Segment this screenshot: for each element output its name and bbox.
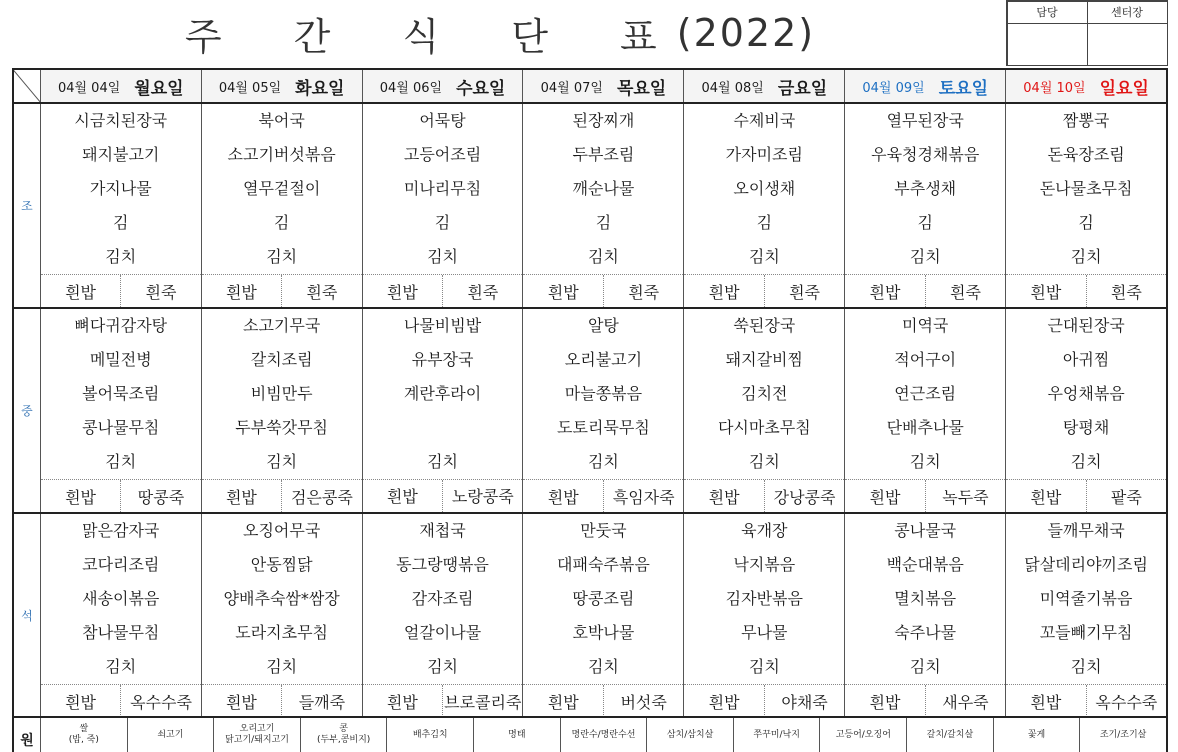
origin-cell [301, 718, 388, 752]
origin-cell [561, 718, 648, 752]
dish-item: 탕평채 [1062, 418, 1110, 437]
dish-item: 적어구이 [894, 350, 957, 369]
dish-item: 유부장국 [411, 350, 474, 369]
dish-item: 숙주나물 [894, 623, 957, 642]
dish-item: 뼈다귀감자탕 [74, 316, 168, 335]
day-date: 04월 05일 [218, 80, 282, 96]
dish-item [363, 411, 523, 445]
dish-item: 북어국 [258, 111, 305, 130]
dish-item: 나물비빔밥 [403, 316, 482, 335]
origin-cell [128, 718, 215, 752]
dish-item: 연근조림 [894, 384, 957, 403]
origin-cell [734, 718, 821, 752]
dish-item: 짬뽕국 [1062, 111, 1110, 130]
origin-text [69, 724, 99, 746]
dish-item: 백순대볶음 [886, 555, 964, 574]
day-header-cell [202, 70, 363, 102]
dish-item: 갈치조림 [250, 350, 313, 369]
rice-porridge-row [363, 479, 523, 513]
approval-stamp-director [1087, 23, 1168, 66]
dish-item: 가지나물 [89, 179, 152, 198]
menu-cell [41, 309, 202, 512]
porridge-item: 녹두죽 [942, 487, 989, 507]
approval-label-manager: 담당 [1007, 1, 1088, 24]
dish-item: 콩나물국 [894, 521, 957, 540]
dish-item: 참나물무침 [82, 623, 160, 642]
day-date: 04월 08일 [701, 80, 764, 96]
origin-line: 쭈꾸미/낙지 [753, 729, 800, 740]
porridge-item: 흰죽 [145, 282, 177, 302]
menu-cell [1006, 514, 1166, 717]
dish-item: 들깨무채국 [1047, 521, 1125, 540]
dish-item: 소고기버섯볶음 [227, 145, 336, 164]
day-header-cell [845, 70, 1006, 102]
dish-item: 김치 [105, 247, 137, 266]
dish-item: 김 [113, 213, 129, 232]
day-date: 04월 06일 [379, 80, 443, 96]
porridge-item: 옥수수죽 [130, 692, 192, 712]
title-text: 주 간 식 단 표 [184, 14, 687, 59]
dish-item: 돈육장조림 [1047, 145, 1125, 164]
origin-line: (밥, 죽) [68, 735, 99, 745]
origin-cell [387, 718, 474, 752]
dish-item: 꼬들빼기무침 [1039, 623, 1133, 642]
menu-cell [41, 104, 202, 307]
origin-text [413, 730, 448, 741]
menu-cell [202, 514, 363, 717]
menu-cell [845, 104, 1006, 307]
rice-item: 흰밥 [523, 480, 603, 512]
origin-line: 오리고기 [239, 724, 275, 734]
rice-item: 흰밥 [684, 480, 764, 512]
origin-cell [820, 718, 907, 752]
porridge-item: 흰죽 [467, 282, 499, 302]
origin-row [12, 716, 1168, 752]
rice-item: 흰밥 [41, 275, 121, 307]
day-header-cell [41, 70, 202, 102]
rice-porridge-row [363, 684, 523, 717]
rice-item: 흰밥 [1006, 275, 1086, 307]
porridge-item: 흰죽 [789, 282, 821, 302]
dish-item: 열무된장국 [886, 111, 964, 130]
dish-item: 김치 [909, 452, 941, 471]
menu-cell [845, 514, 1006, 717]
dish-item: 김치 [105, 657, 137, 676]
dish-item: 김치 [266, 452, 298, 471]
origin-cell [994, 718, 1081, 752]
rice-porridge-row [845, 684, 1005, 717]
rice-porridge-row [1006, 684, 1166, 717]
dish-item: 재첩국 [419, 521, 466, 540]
rice-porridge-row [684, 684, 844, 717]
porridge-item: 들깨죽 [298, 692, 346, 712]
dish-item: 김 [595, 213, 612, 232]
dish-item: 도토리묵무침 [557, 418, 650, 437]
rice-item: 흰밥 [1006, 480, 1086, 512]
rice-item: 흰밥 [523, 275, 603, 307]
origin-text [667, 730, 714, 741]
origin-line: 쌀 [79, 724, 89, 734]
dish-item: 김 [1078, 213, 1094, 232]
origin-line: 명태 [508, 729, 526, 740]
dish-item: 대패숙주볶음 [557, 555, 650, 574]
dish-item: 미역줄기볶음 [1039, 589, 1133, 608]
dish-item: 코다리조림 [82, 555, 160, 574]
dish-item: 육개장 [741, 521, 788, 540]
porridge-item: 브로콜리죽 [444, 692, 522, 712]
dish-item: 도라지초무침 [235, 623, 329, 642]
dish-item: 아귀찜 [1062, 350, 1110, 369]
dish-item: 시금치된장국 [74, 111, 168, 130]
dish-item: 볼어묵조림 [82, 384, 160, 403]
origin-cell [647, 718, 734, 752]
dish-item: 알탕 [587, 316, 619, 335]
meal-row [14, 104, 1166, 309]
rice-porridge-row [523, 479, 683, 512]
dish-item: 김 [273, 213, 290, 232]
rice-porridge-row [202, 479, 362, 512]
dish-item: 고등어조림 [403, 145, 482, 164]
dish-item: 김치 [1070, 247, 1102, 266]
dish-item: 만둣국 [580, 521, 627, 540]
day-name: 토요일 [938, 78, 989, 99]
origin-line: 삼치/삼치살 [666, 729, 714, 740]
day-header-cell [1006, 70, 1166, 102]
dish-item: 김치 [1070, 657, 1102, 676]
rice-item: 흰밥 [845, 480, 925, 512]
dish-item: 닭살데리야끼조림 [1024, 555, 1148, 574]
origin-line: 닭고기/돼지고기 [225, 735, 289, 745]
dish-item: 김치 [266, 657, 298, 676]
meal-label: 석 [14, 514, 41, 717]
rice-item: 흰밥 [1006, 685, 1086, 717]
dish-item: 수제비국 [733, 111, 796, 130]
origin-line: 갈치/갈치살 [926, 729, 974, 740]
dish-item: 김치 [427, 247, 458, 266]
porridge-item: 흰죽 [1110, 282, 1142, 302]
porridge-item: 강낭콩죽 [773, 487, 836, 507]
menu-cell [363, 514, 524, 717]
day-date: 04월 04일 [57, 80, 121, 96]
dish-item: 근대된장국 [1047, 316, 1125, 335]
dish-item: 어묵탕 [419, 111, 466, 130]
origin-line: 꽃게 [1027, 729, 1046, 740]
menu-cell [523, 514, 684, 717]
porridge-item: 땅콩죽 [137, 487, 185, 507]
menu-cell [363, 309, 524, 512]
day-name: 일요일 [1099, 78, 1149, 99]
menu-table [12, 68, 1168, 719]
approval-label-director: 센터장 [1087, 1, 1168, 24]
origin-text [317, 724, 370, 746]
rice-item: 흰밥 [41, 685, 121, 717]
dish-item: 김치 [427, 451, 458, 471]
dish-item: 무나물 [741, 623, 788, 642]
origin-text [1100, 730, 1147, 741]
rice-item: 흰밥 [684, 275, 764, 307]
dish-item: 김치 [266, 247, 298, 266]
dish-item: 메밀전병 [89, 350, 152, 369]
day-header-cell [523, 70, 684, 102]
origin-cell [474, 718, 561, 752]
porridge-item: 팥죽 [1110, 487, 1142, 507]
dish-item: 소고기무국 [243, 316, 321, 335]
menu-cell [523, 309, 684, 512]
rice-porridge-row [363, 274, 523, 307]
menu-cell [1006, 104, 1166, 307]
porridge-item: 새우죽 [942, 692, 989, 712]
menu-cell [363, 104, 524, 307]
dish-item: 미나리무침 [403, 179, 482, 198]
dish-item: 김치 [105, 452, 137, 471]
rice-porridge-row [202, 684, 362, 717]
dish-item: 오이생채 [733, 179, 796, 198]
day-header-row [14, 70, 1166, 104]
dish-item: 김치 [587, 657, 619, 676]
approval-box [1006, 0, 1168, 66]
menu-cell [41, 514, 202, 717]
rice-item: 흰밥 [41, 480, 121, 512]
dish-item: 김 [756, 213, 773, 232]
meal-row [14, 309, 1166, 514]
origin-text [225, 724, 289, 746]
dish-item: 우엉채볶음 [1047, 384, 1125, 403]
dish-item: 두부쑥갓무침 [235, 418, 329, 437]
dish-item: 낙지볶음 [733, 555, 796, 574]
porridge-item: 흰죽 [949, 282, 981, 302]
dish-item: 땅콩조림 [572, 589, 635, 608]
menu-cell [684, 104, 845, 307]
dish-item: 열무겉절이 [243, 179, 321, 198]
rice-porridge-row [845, 274, 1005, 307]
dish-item: 새송이볶음 [82, 589, 160, 608]
dish-item: 콩나물무침 [82, 418, 160, 437]
page-title [0, 0, 1000, 66]
porridge-item: 검은콩죽 [290, 487, 353, 507]
day-name: 월요일 [134, 78, 184, 99]
origin-text [927, 730, 974, 741]
day-name: 금요일 [777, 78, 828, 99]
origin-text [753, 730, 800, 741]
origin-line: 쇠고기 [157, 729, 184, 740]
rice-item: 흰밥 [845, 275, 925, 307]
origin-cell [214, 718, 301, 752]
porridge-item: 흰죽 [306, 282, 338, 302]
dish-item: 김치 [587, 247, 619, 266]
corner-cell [14, 70, 41, 102]
rice-porridge-row [523, 684, 683, 717]
dish-item: 맑은감자국 [82, 521, 160, 540]
rice-porridge-row [845, 479, 1005, 512]
approval-stamp-manager [1007, 23, 1088, 66]
rice-porridge-row [41, 684, 201, 717]
origin-text [1028, 730, 1045, 741]
origin-cell [907, 718, 994, 752]
day-date: 04월 07일 [540, 80, 603, 96]
porridge-item: 옥수수죽 [1095, 692, 1158, 712]
meal-label: 조 [14, 104, 41, 307]
dish-item: 부추생채 [894, 179, 957, 198]
dish-item: 김치 [748, 247, 780, 266]
origin-cell [41, 718, 128, 752]
dish-item: 김치 [427, 657, 458, 676]
day-header-cell [363, 70, 524, 102]
dish-item: 김치 [748, 452, 780, 471]
rice-item: 흰밥 [523, 685, 603, 717]
day-date: 04월 10일 [1023, 80, 1086, 96]
dish-item: 동그랑땡볶음 [396, 555, 489, 574]
menu-cell [1006, 309, 1166, 512]
rice-item: 흰밥 [363, 275, 443, 307]
origin-line: (두부,콩비지) [316, 735, 371, 745]
origin-cell [1080, 718, 1166, 752]
dish-item: 우육청경채볶음 [871, 145, 980, 164]
dish-item: 오리불고기 [564, 350, 643, 369]
origin-text [836, 730, 891, 741]
dish-item: 단배추나물 [886, 418, 964, 437]
dish-item: 마늘쫑볶음 [564, 384, 643, 403]
porridge-item: 흑임자죽 [612, 487, 675, 507]
dish-item: 가자미조림 [725, 145, 803, 164]
menu-cell [202, 309, 363, 512]
origin-line: 배추김치 [412, 729, 448, 740]
meal-row [14, 514, 1166, 717]
rice-porridge-row [1006, 274, 1166, 307]
rice-porridge-row [684, 274, 844, 307]
origin-text [157, 730, 183, 741]
rice-item: 흰밥 [363, 480, 443, 513]
dish-item: 멸치볶음 [894, 589, 957, 608]
rice-porridge-row [41, 479, 201, 512]
dish-item: 감자조림 [411, 589, 474, 608]
day-name: 수요일 [456, 78, 506, 99]
dish-item: 돼지불고기 [82, 145, 160, 164]
menu-cell [684, 309, 845, 512]
dish-item: 된장찌개 [572, 111, 635, 130]
rice-porridge-row [1006, 479, 1166, 512]
dish-item: 호박나물 [572, 623, 635, 642]
origin-line: 고등어/오징어 [835, 729, 891, 740]
dish-item: 김치 [587, 452, 619, 471]
origin-line: 조기/조기살 [1099, 729, 1147, 740]
dish-item: 김자반볶음 [725, 589, 803, 608]
dish-item: 미역국 [902, 316, 949, 335]
origin-text [508, 730, 525, 741]
rice-porridge-row [41, 274, 201, 307]
porridge-item: 버섯죽 [620, 692, 667, 712]
rice-porridge-row [523, 274, 683, 307]
dish-item: 얼갈이나물 [403, 623, 482, 642]
menu-cell [202, 104, 363, 307]
origin-text [572, 730, 636, 741]
dish-item: 돈나물초무침 [1039, 179, 1133, 198]
day-name: 목요일 [616, 78, 667, 99]
dish-item: 계란후라이 [403, 384, 482, 403]
dish-item: 다시마초무침 [717, 418, 811, 437]
dish-item: 안동찜닭 [250, 555, 313, 574]
rice-item: 흰밥 [202, 275, 282, 307]
dish-item: 깨순나물 [572, 179, 635, 198]
origin-line: 명란수/명란수선 [571, 729, 636, 740]
rice-item: 흰밥 [363, 685, 443, 717]
title-year: (2022) [676, 11, 816, 55]
rice-item: 흰밥 [202, 685, 282, 717]
dish-item: 두부조림 [572, 145, 635, 164]
menu-cell [845, 309, 1006, 512]
dish-item: 김 [917, 213, 933, 232]
dish-item: 김 [434, 213, 451, 232]
menu-cell [523, 104, 684, 307]
dish-item: 오징어무국 [243, 521, 321, 540]
dish-item: 쑥된장국 [733, 316, 796, 335]
porridge-item: 흰죽 [628, 282, 660, 302]
dish-item: 김치 [748, 657, 780, 676]
menu-cell [684, 514, 845, 717]
rice-item: 흰밥 [845, 685, 925, 717]
porridge-item: 노랑콩죽 [451, 487, 514, 507]
dish-item: 양배추숙쌈*쌈장 [223, 589, 340, 608]
origin-line: 콩 [339, 724, 348, 734]
rice-item: 흰밥 [202, 480, 282, 512]
meal-label: 중 [14, 309, 41, 512]
dish-item: 김치전 [741, 384, 788, 403]
dish-item: 김치 [1070, 452, 1102, 471]
dish-item: 김치 [909, 657, 941, 676]
day-header-cell [684, 70, 845, 102]
dish-item: 돼지갈비찜 [725, 350, 803, 369]
rice-porridge-row [202, 274, 362, 307]
day-date: 04월 09일 [862, 80, 925, 96]
rice-item: 흰밥 [684, 685, 764, 717]
day-name: 화요일 [295, 78, 345, 99]
dish-item: 비빔만두 [250, 384, 313, 403]
origin-label: 원 [14, 718, 41, 752]
dish-item: 김치 [909, 247, 941, 266]
porridge-item: 야채죽 [781, 692, 828, 712]
rice-porridge-row [684, 479, 844, 512]
